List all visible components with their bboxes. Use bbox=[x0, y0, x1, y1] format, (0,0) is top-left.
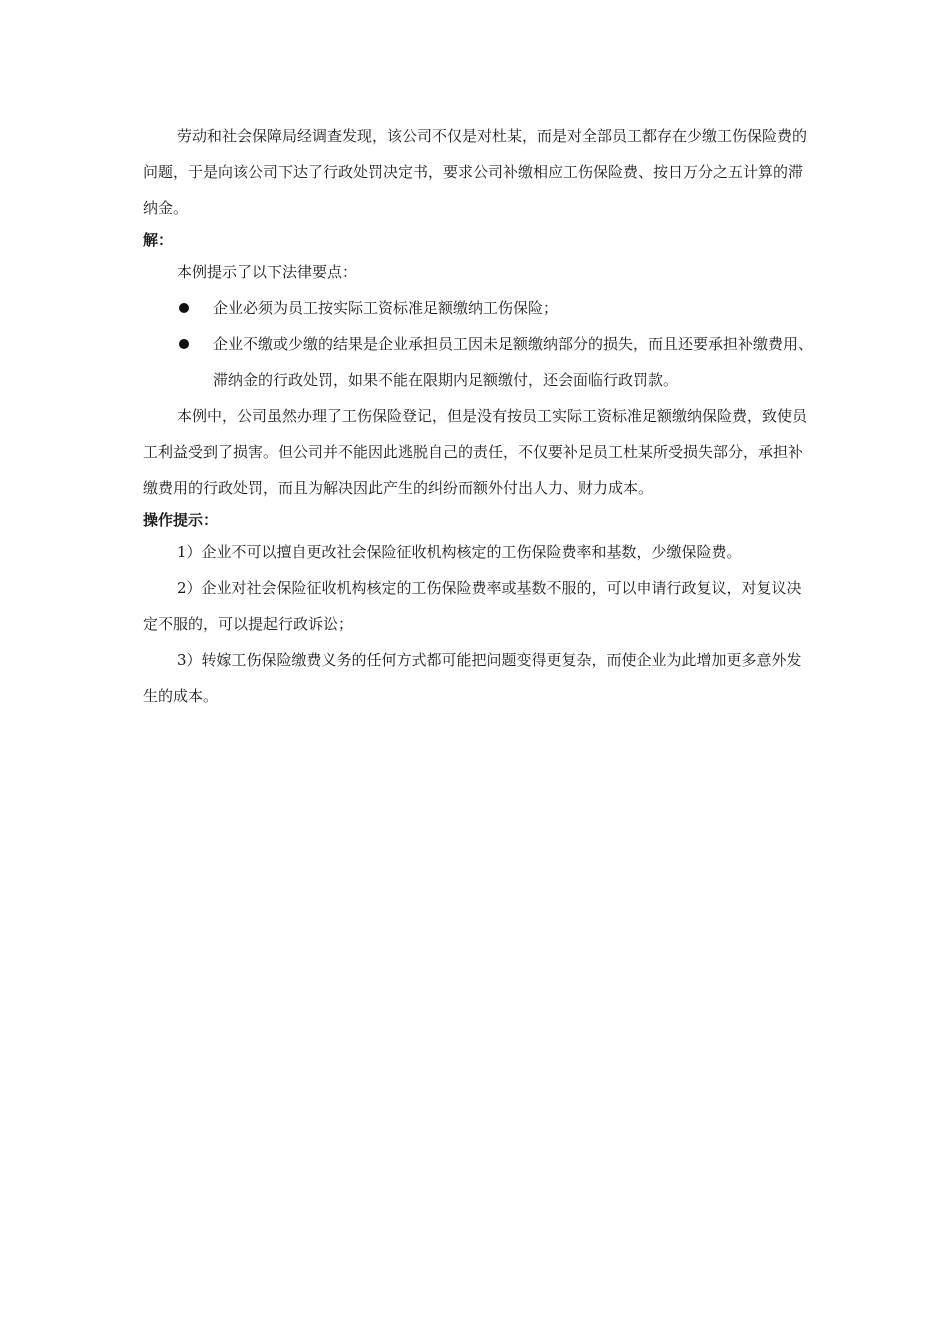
solution-heading: 解： bbox=[143, 231, 174, 249]
bullet-item-1 bbox=[143, 290, 813, 326]
tips-heading: 操作提示： bbox=[143, 511, 219, 529]
intro-paragraph: 劳动和社会保障局经调查发现，该公司不仅是对杜某，而是对全部员工都存在少缴工伤保险费的问题，于是向该公司下达了行政处罚决定书，要求公司补缴相应工伤保险费、按日万分之五计算的滞纳金。 bbox=[143, 127, 808, 217]
tip-paragraph-3: 3）转嫁工伤保险缴费义务的任何方式都可能把问题变得更复杂，而使企业为此增加更多意外发生的成本。 bbox=[143, 651, 802, 705]
bullet-text-2: 企业不缴或少缴的结果是企业承担员工因未足额缴纳部分的损失，而且还要承担补缴费用、滞纳金的行政处罚，如果不能在限期内足额缴付，还会面临行政罚款。 bbox=[213, 335, 814, 389]
document-body bbox=[143, 118, 813, 714]
tip-paragraph-1: 1）企业不可以擅自更改社会保险征收机构核定的工伤保险费率和基数，少缴保险费。 bbox=[177, 543, 742, 561]
bullet-dot-icon bbox=[179, 326, 213, 362]
tip-paragraph-2: 2）企业对社会保险征收机构核定的工伤保险费率或基数不服的，可以申请行政复议，对复议决定不服的，可以提起行政诉讼； bbox=[143, 579, 802, 633]
bullet-text-1: 企业必须为员工按实际工资标准足额缴纳工伤保险； bbox=[213, 299, 559, 317]
analysis-paragraph: 本例中，公司虽然办理了工伤保险登记，但是没有按员工实际工资标准足额缴纳保险费，致使员工利益受到了损害。但公司并不能因此逃脱自己的责任，不仅要补足员工杜某所受损失部分，承担补缴费用的行政处罚，而且为解决因此产生的纠纷而额外付出人力、财力成本。 bbox=[143, 407, 808, 497]
bullet-item-2 bbox=[143, 326, 813, 398]
solution-lead-paragraph: 本例提示了以下法律要点： bbox=[177, 263, 358, 281]
bullet-dot-icon bbox=[179, 290, 213, 326]
